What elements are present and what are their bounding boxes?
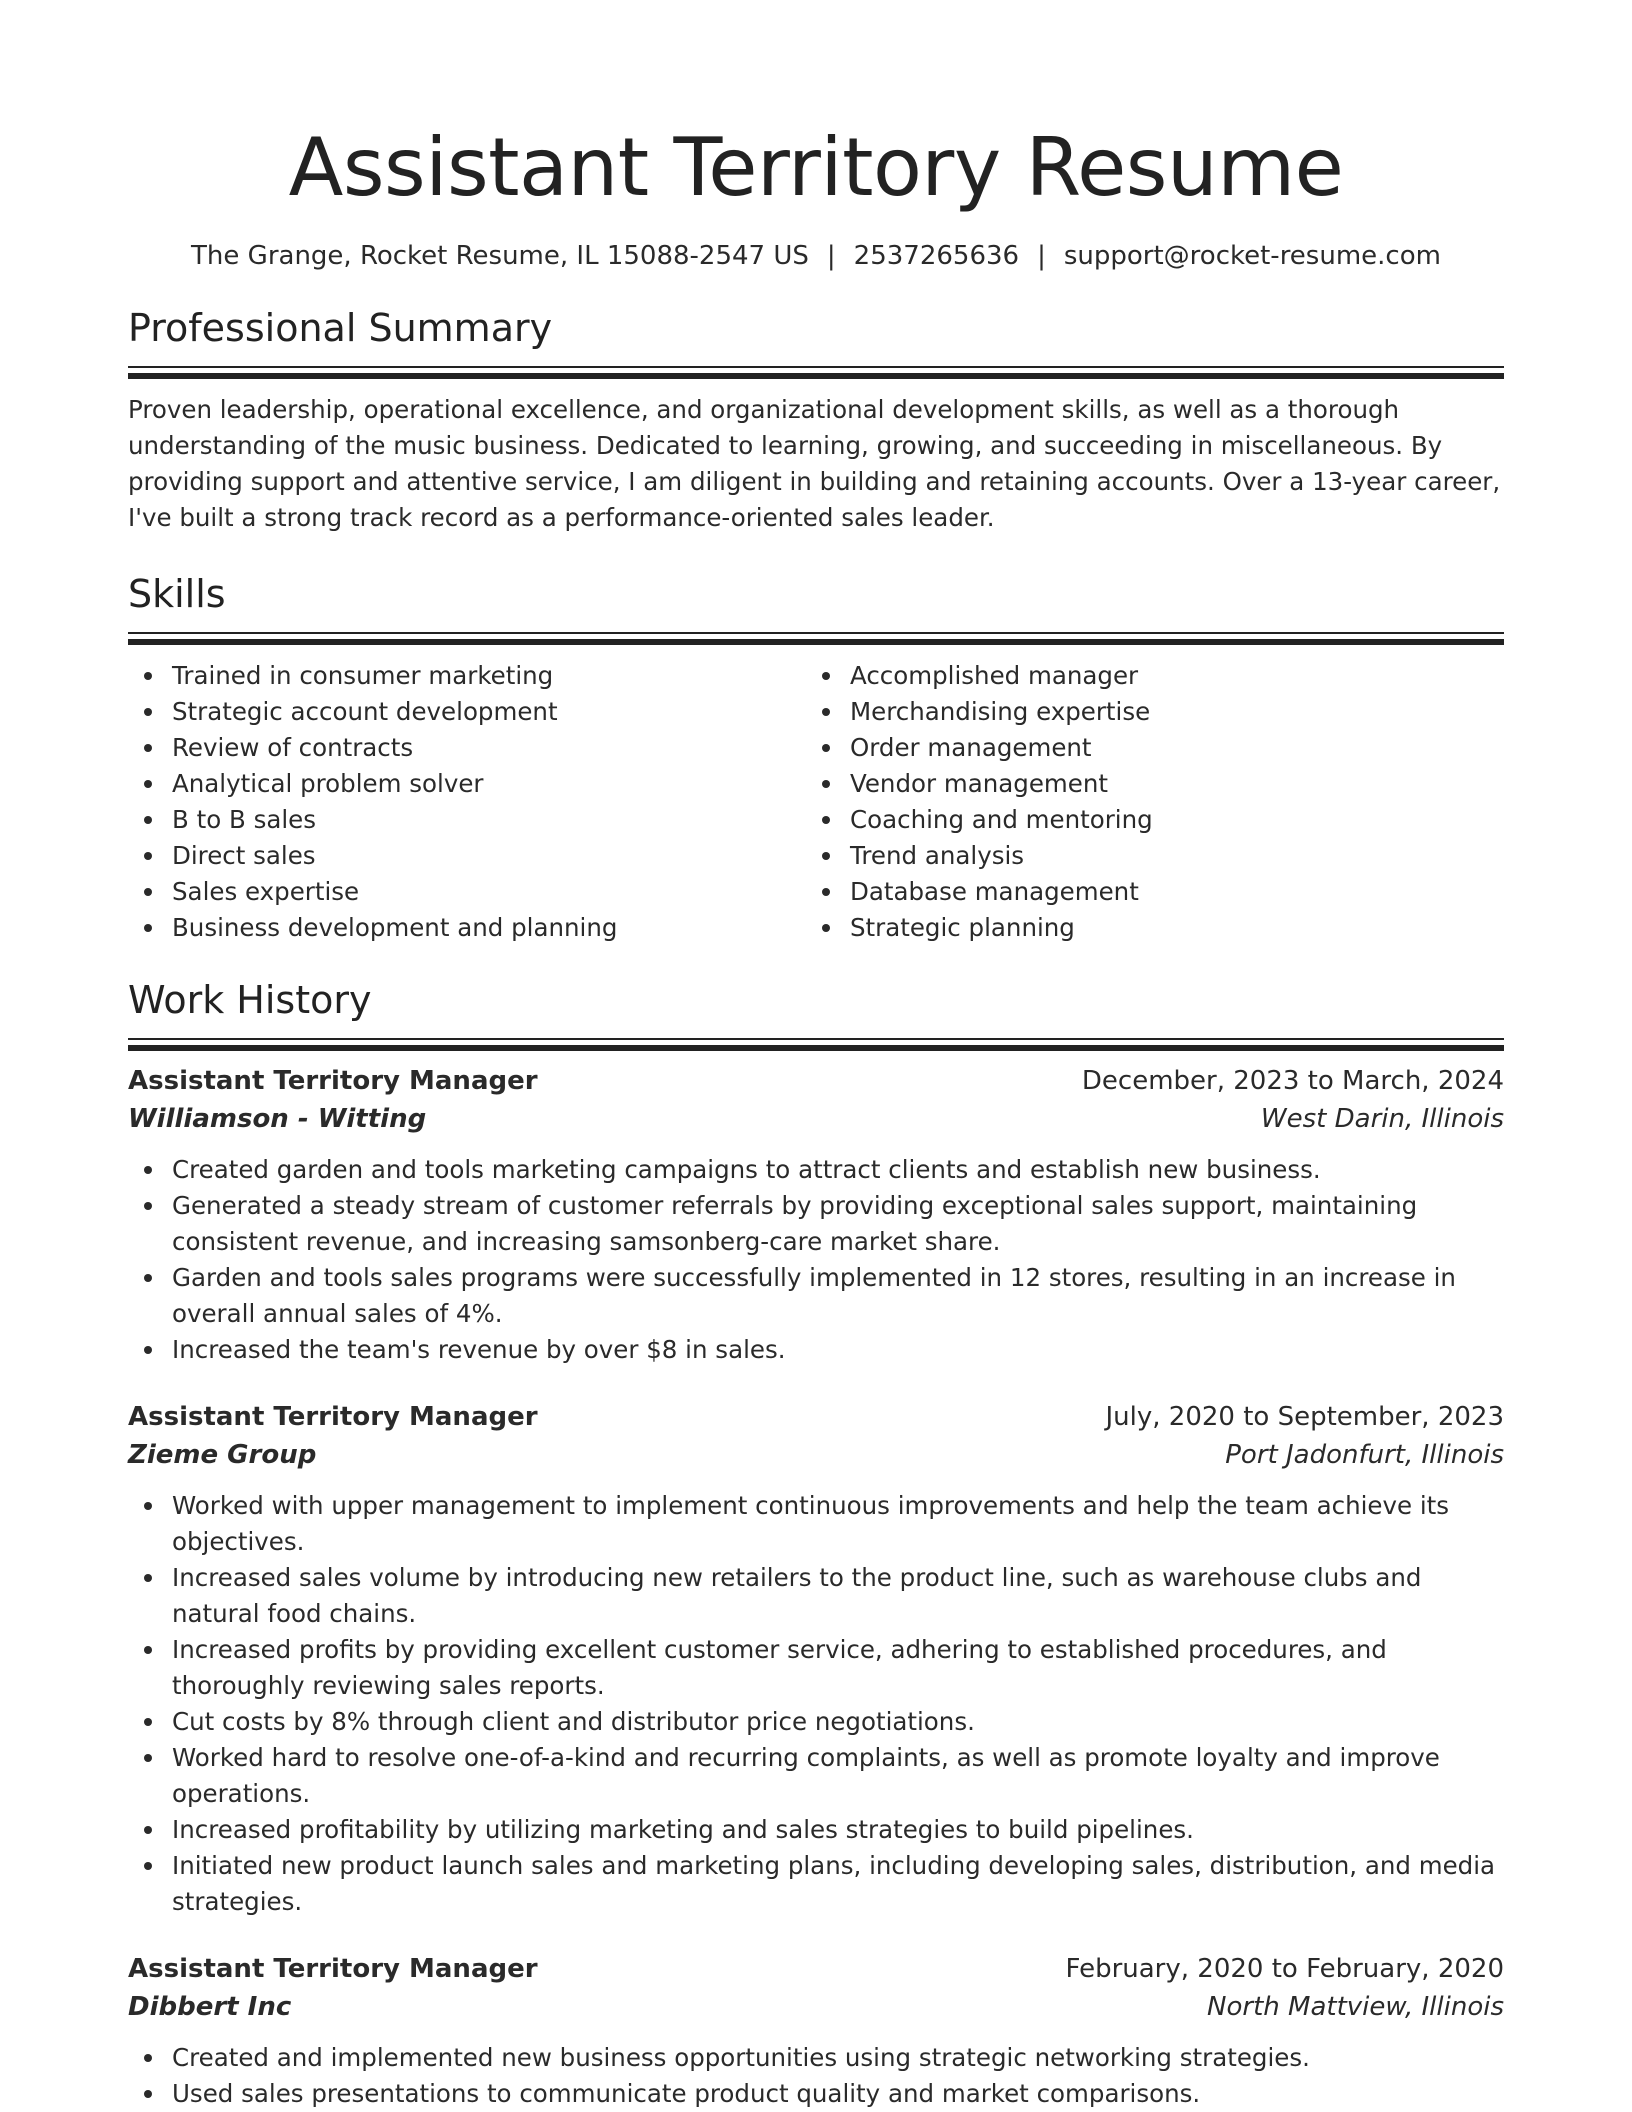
job-location: Port Jadonfurt, Illinois	[1225, 1440, 1504, 1470]
job-subheader	[128, 1100, 1504, 1138]
job-company: Zieme Group	[128, 1440, 317, 1470]
contact-phone: 2537265636	[853, 241, 1020, 271]
contact-separator: |	[826, 241, 836, 271]
job-title: Assistant Territory Manager	[128, 1402, 538, 1432]
job-location: North Mattview, Illinois	[1207, 1992, 1504, 2022]
job-dates: December, 2023 to March, 2024	[1081, 1066, 1504, 1096]
contact-address: The Grange, Rocket Resume, IL 15088-2547 US	[191, 241, 809, 271]
contact-separator: |	[1037, 241, 1046, 271]
work-history-section	[128, 976, 1504, 2112]
skill-item: Order management	[806, 730, 1484, 766]
job-bullet: Increased profits by providing excellent customer service, adhering to established procedures, and thoroughly reviewing sales reports.	[128, 1632, 1504, 1704]
job-company: Williamson - Witting	[128, 1104, 427, 1134]
job-bullet: Increased the team's revenue by over $8 in sales.	[128, 1332, 1504, 1368]
skill-item: Database management	[806, 874, 1484, 910]
skill-item: B to B sales	[128, 802, 806, 838]
job-location: West Darin, Illinois	[1260, 1104, 1504, 1134]
skill-item: Sales expertise	[128, 874, 806, 910]
job-bullet: Increased profitability by utilizing marketing and sales strategies to build pipelines.	[128, 1812, 1504, 1848]
contact-email: support@rocket-resume.com	[1063, 241, 1441, 271]
job-entry	[128, 1062, 1504, 1368]
job-bullet: Worked with upper management to implement continuous improvements and help the team achieve its objectives.	[128, 1488, 1504, 1560]
skill-item: Business development and planning	[128, 910, 806, 946]
summary-section	[128, 304, 1504, 536]
skills-list-right	[806, 658, 1484, 946]
summary-heading: Professional Summary	[128, 306, 553, 350]
skill-item: Merchandising expertise	[806, 694, 1484, 730]
skills-grid	[128, 658, 1504, 946]
job-title: Assistant Territory Manager	[128, 1954, 538, 1984]
job-bullets	[128, 2040, 1504, 2112]
section-divider	[128, 366, 1504, 378]
skill-item: Direct sales	[128, 838, 806, 874]
job-dates: February, 2020 to February, 2020	[1065, 1954, 1504, 1984]
skill-item: Trained in consumer marketing	[128, 658, 806, 694]
job-bullets	[128, 1152, 1504, 1368]
skills-list-left	[128, 658, 806, 946]
summary-text: Proven leadership, operational excellence, and organizational development skills, as well as a thorough understanding of the music business. Dedicated to learning, growing, and succeeding in miscellaneous. By providing support and attentive service, I am diligent in building and retaining accounts. Over a 13-year career, I've built a strong track record as a performance-oriented sales leader.	[128, 395, 1501, 532]
job-bullet: Generated a steady stream of customer referrals by providing exceptional sales support, maintaining consistent revenue, and increasing samsonberg-care market share.	[128, 1188, 1504, 1260]
job-bullet: Created garden and tools marketing campaigns to attract clients and establish new business.	[128, 1152, 1504, 1188]
job-bullet: Cut costs by 8% through client and distributor price negotiations.	[128, 1704, 1504, 1740]
job-dates: July, 2020 to September, 2023	[1105, 1402, 1504, 1432]
skill-item: Accomplished manager	[806, 658, 1484, 694]
job-bullet: Garden and tools sales programs were successfully implemented in 12 stores, resulting in an increase in overall annual sales of 4%.	[128, 1260, 1504, 1332]
skills-section	[128, 570, 1504, 946]
job-bullet: Created and implemented new business opportunities using strategic networking strategies.	[128, 2040, 1504, 2076]
section-divider	[128, 632, 1504, 644]
job-entry	[128, 1950, 1504, 2112]
job-bullet: Worked hard to resolve one-of-a-kind and recurring complaints, as well as promote loyalty and improve operations.	[128, 1740, 1504, 1812]
work-history-heading: Work History	[128, 978, 372, 1022]
job-bullets	[128, 1488, 1504, 1920]
job-company: Dibbert Inc	[128, 1992, 292, 2022]
skill-item: Trend analysis	[806, 838, 1484, 874]
job-bullet: Used sales presentations to communicate product quality and market comparisons.	[128, 2076, 1504, 2112]
skills-heading: Skills	[128, 572, 226, 616]
job-bullet: Increased sales volume by introducing new retailers to the product line, such as warehouse clubs and natural food chains.	[128, 1560, 1504, 1632]
skill-item: Strategic account development	[128, 694, 806, 730]
job-header	[128, 1950, 1504, 1988]
skill-item: Vendor management	[806, 766, 1484, 802]
skill-item: Analytical problem solver	[128, 766, 806, 802]
section-divider	[128, 1038, 1504, 1050]
contact-line	[128, 238, 1504, 274]
resume-name: Assistant Territory Resume	[288, 121, 1344, 214]
job-subheader	[128, 1436, 1504, 1474]
skill-item: Coaching and mentoring	[806, 802, 1484, 838]
job-entry	[128, 1398, 1504, 1920]
job-header	[128, 1398, 1504, 1436]
skill-item: Strategic planning	[806, 910, 1484, 946]
resume-page	[128, 0, 1504, 2112]
job-subheader	[128, 1988, 1504, 2026]
skill-item: Review of contracts	[128, 730, 806, 766]
job-header	[128, 1062, 1504, 1100]
job-bullet: Initiated new product launch sales and marketing plans, including developing sales, distribution, and media strategies.	[128, 1848, 1504, 1920]
job-title: Assistant Territory Manager	[128, 1066, 538, 1096]
